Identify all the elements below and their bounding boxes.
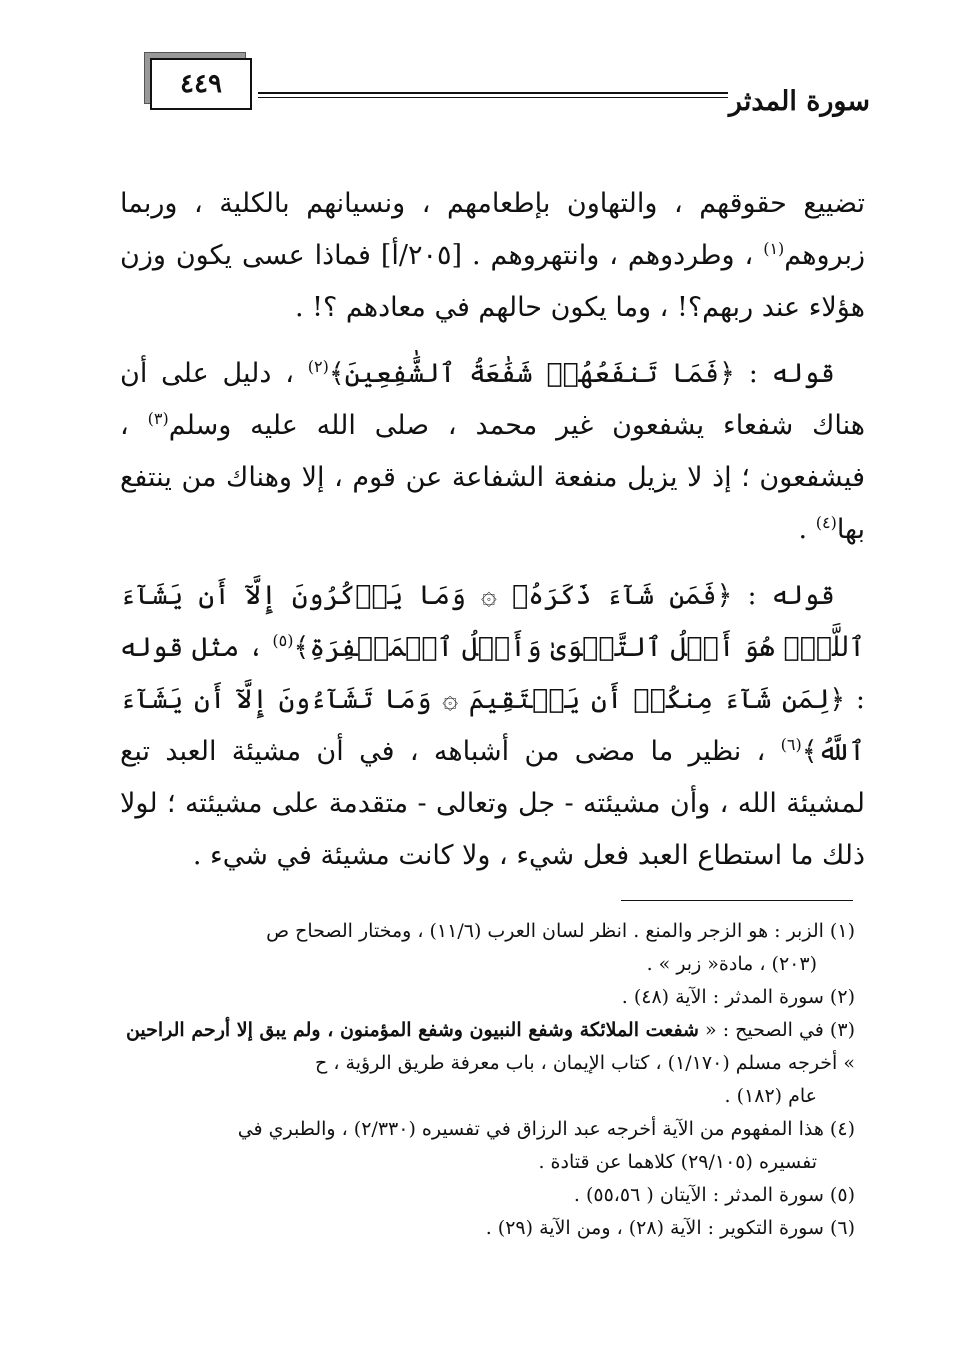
footnote-4: (٤) هذا المفهوم من الآية أخرجه عبد الرزاق في تفسيره (٢/٣٣٠) ، والطبري في	[237, 1118, 855, 1140]
footnote-ref-3: (٣)	[147, 409, 169, 428]
footnote-ref-1: (١)	[763, 239, 785, 258]
footnote-5: (٥) سورة المدثر : الآيتان ( ٥٥،٥٦) .	[573, 1184, 855, 1206]
footnote-4-continuation: تفسيره (٢٩/١٠٥) كلاهما عن قتادة .	[538, 1151, 817, 1173]
paragraph-3-text-b: ، مثل قوله :	[120, 632, 865, 715]
paragraph-2-text-a: قوله :	[734, 358, 835, 389]
paragraph-3-text-a: قوله :	[732, 580, 835, 611]
footnote-ref-4: (٤)	[815, 513, 837, 532]
paragraph-2-text-c: ، فيشفعون ؛ إذ لا يزيل منفعة الشفاعة عن قوم ، إلا وهناك من ينتفع بها	[120, 410, 865, 545]
footnote-3-continuation: عام (١٨٢) .	[724, 1085, 817, 1107]
quran-verse-2: ﴿فَمَن شَآءَ ذَكَرَهُۥ ۞ وَمَا يَذۡكُرُونَ إِلَّآ أَن يَشَآءَ ٱللَّهُۚ هُوَ أَهۡلُ ٱلتَّقۡوَىٰ وَأَهۡلُ ٱلۡمَغۡفِرَةِ﴾	[120, 580, 865, 663]
header-rule	[258, 92, 728, 98]
footnote-3-hadith: شفعت الملائكة وشفع النبيون وشفع المؤمنون ، ولم يبق إلا أرحم الراحين	[125, 1019, 699, 1041]
page-header	[110, 48, 870, 128]
paragraph-2	[120, 348, 865, 556]
paragraph-1-text-a: تضييع حقوقهم ، والتهاون بإطعامهم ، ونسيانهم بالكلية ، وربما زبروهم	[120, 188, 865, 271]
main-text	[120, 178, 865, 896]
footnote-6: (٦) سورة التكوير : الآية (٢٨) ، ومن الآية (٢٩) .	[485, 1217, 855, 1239]
paragraph-3-text-c: ، نظير ما مضى من أشباهه ، في أن مشيئة العبد تبع لمشيئة الله ، وأن مشيئته - جل وتعالى - متقدمة على مشيئته ؛ لولا ذلك ما استطاع العبد فعل شيء ، ولا كانت مشيئة في شيء .	[120, 736, 865, 871]
footnote-ref-2: (٢)	[307, 357, 329, 376]
footnote-2: (٢) سورة المدثر : الآية (٤٨) .	[621, 986, 855, 1008]
footnote-ref-6: (٦)	[780, 735, 802, 754]
page-number: ٤٤٩	[150, 58, 252, 110]
paragraph-3	[120, 570, 865, 882]
footnote-3	[110, 1014, 855, 1080]
footnote-3-text-a: (٣) في الصحيح : «	[698, 1019, 855, 1041]
footnote-1-continuation: (٢٠٣) ، مادة« زبر » .	[646, 953, 817, 975]
quran-verse-3: ﴿لِمَن شَآءَ مِنكُمۡ أَن يَسۡتَقِيمَ ۞ وَمَا تَشَآءُونَ إِلَّآ أَن يَشَآءَ ٱللَّهُ﴾	[120, 684, 865, 767]
paragraph-1-text-b: ، وطردوهم ، وانتهروهم . [٢٠٥/أ] فماذا عسى يكون وزن هؤلاء عند ربهم؟! ، وما يكون حالهم في معادهم ؟! .	[120, 240, 865, 323]
quran-verse-1: ﴿فَمَا تَنفَعُهُمۡ شَفَٰعَةُ ٱلشَّٰفِعِينَ﴾	[328, 358, 735, 389]
paragraph-2-text-b: ، دليل على أن هناك شفعاء يشفعون غير محمد ، صلى الله عليه وسلم	[120, 358, 866, 441]
footnote-3-text-b: » أخرجه مسلم (١/١٧٠) ، كتاب الإيمان ، باب معرفة طريق الرؤية ، ح	[315, 1052, 855, 1074]
paragraph-1	[120, 178, 865, 334]
footnotes	[110, 915, 855, 1245]
surah-title: سورة المدثر	[728, 86, 870, 117]
footnote-separator	[621, 900, 853, 901]
footnote-ref-5: (٥)	[272, 631, 294, 650]
footnote-1: (١) الزبر : هو الزجر والمنع . انظر لسان العرب (١١/٦) ، ومختار الصحاح ص	[266, 920, 855, 942]
paragraph-2-text-d: .	[798, 514, 816, 545]
